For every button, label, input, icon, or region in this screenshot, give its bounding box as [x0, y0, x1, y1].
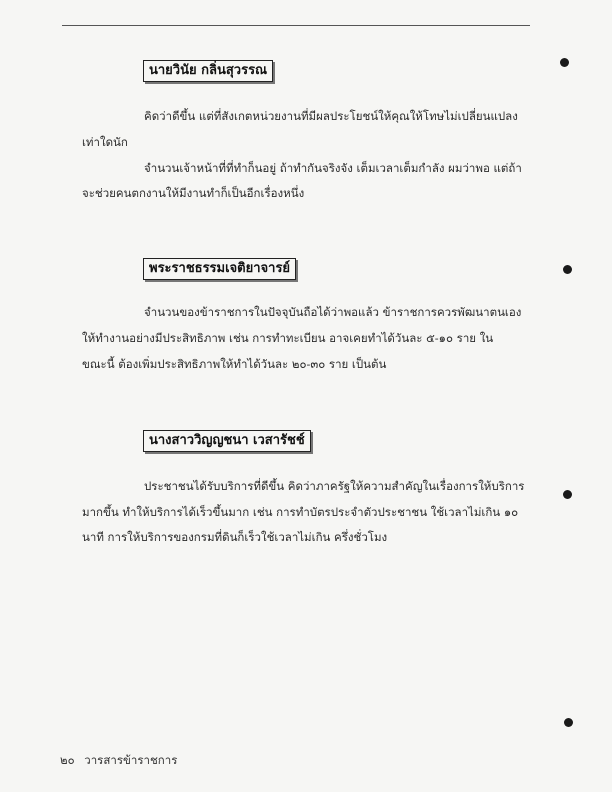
punch-hole-3 — [563, 490, 572, 499]
paragraph-line: นาที การให้บริการของกรมที่ดินก็เร็วใช้เวลาไม่เกิน ครึ่งชั่วโมง — [82, 530, 388, 544]
paragraph-line: ขณะนี้ ต้องเพิ่มประสิทธิภาพให้ทำได้วันละ ๒๐-๓๐ ราย เป็นต้น — [82, 357, 387, 371]
publication-name: วารสารข้าราชการ — [84, 753, 178, 767]
top-rule — [62, 25, 530, 26]
page-number: ๒๐ — [60, 753, 75, 767]
page-footer — [60, 752, 177, 770]
paragraph-line: จำนวนของข้าราชการในปัจจุบันถือได้ว่าพอแล้ว ข้าราชการควรพัฒนาตนเอง — [144, 305, 522, 319]
paragraph-line: ให้ทำงานอย่างมีประสิทธิภาพ เช่น การทำทะเบียน อาจเคยทำได้วันละ ๕-๑๐ ราย ใน — [82, 331, 494, 345]
paragraph-line: จำนวนเจ้าหน้าที่ที่ทำก็นอยู่ ถ้าทำกันจริงจัง เต็มเวลาเต็มกำลัง ผมว่าพอ แต่ถ้า — [144, 161, 522, 175]
paragraph-line: เท่าใดนัก — [82, 135, 128, 149]
paragraph-line: มากขึ้น ทำให้บริการได้เร็วขึ้นมาก เช่น การทำบัตรประจำตัวประชาชน ใช้เวลาไม่เกิน ๑๐ — [82, 505, 519, 519]
speaker-name-2: พระราชธรรมเจติยาจารย์ — [143, 258, 296, 280]
punch-hole-2 — [563, 265, 572, 274]
speaker-name-1: นายวินัย กลิ่นสุวรรณ — [143, 60, 273, 82]
punch-hole-4 — [564, 718, 573, 727]
paragraph-line: จะช่วยคนตกงานให้มีงานทำก็เป็นอีกเรื่องหนึ่ง — [82, 186, 305, 200]
punch-hole-1 — [560, 58, 569, 67]
paragraph-line: คิดว่าดีขึ้น แต่ที่สังเกตหน่วยงานที่มีผลประโยชน์ให้คุณให้โทษไม่เปลี่ยนแปลง — [144, 109, 518, 123]
paragraph-line: ประชาชนได้รับบริการที่ดีขึ้น คิดว่าภาครัฐให้ความสำคัญในเรื่องการให้บริการ — [144, 479, 525, 493]
speaker-name-3: นางสาววิญญชนา เวสารัชช์ — [143, 430, 311, 452]
